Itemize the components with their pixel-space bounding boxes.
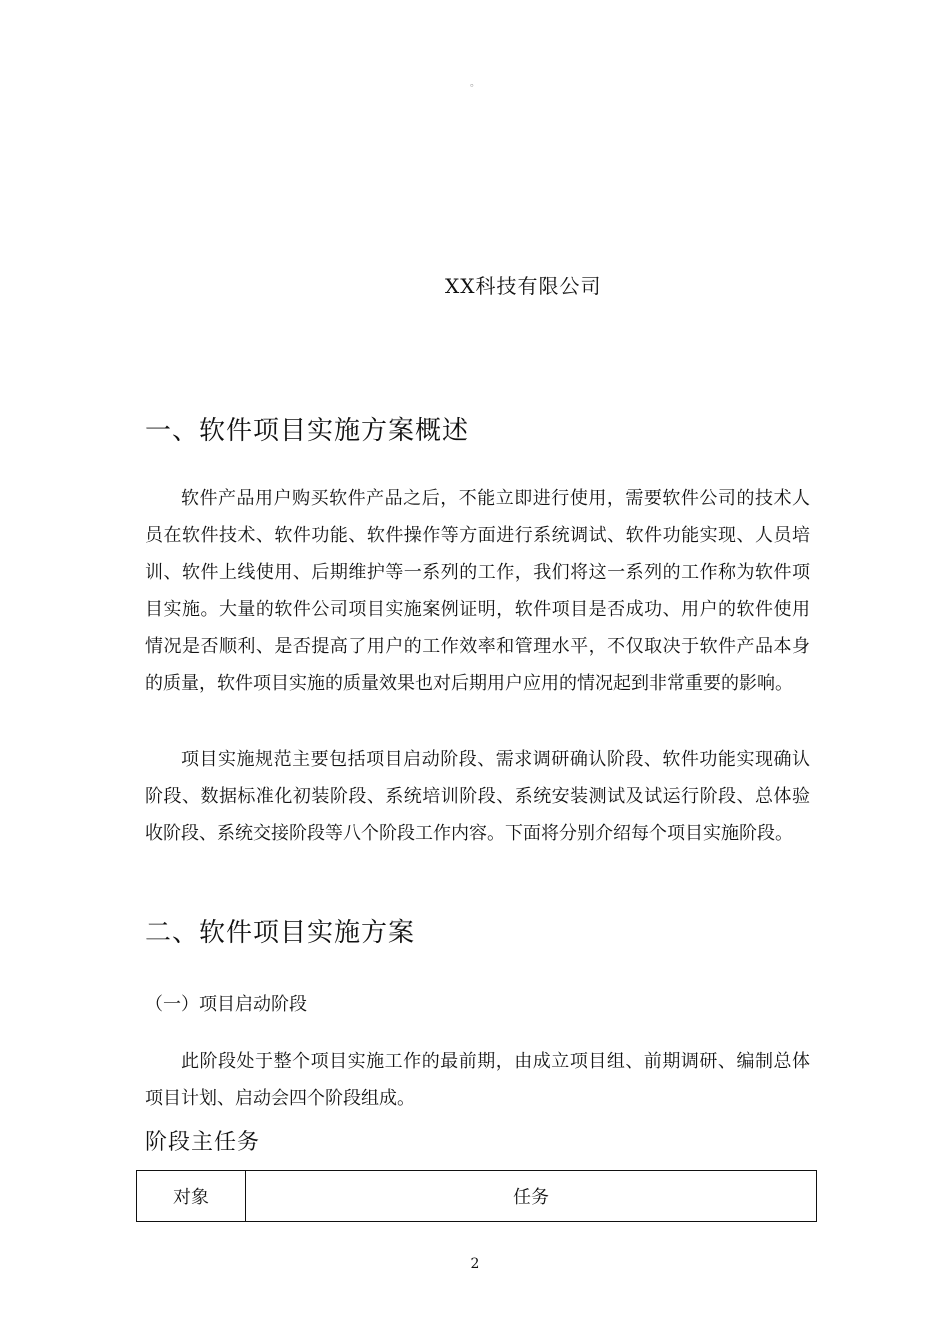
table-header-object: 对象 [137, 1171, 246, 1222]
table-title: 阶段主任务 [145, 1130, 261, 1155]
stage-task-table [136, 1170, 817, 1222]
section-1-heading: 一、软件项目实施方案概述 [145, 416, 470, 446]
section-2-heading: 二、软件项目实施方案 [145, 918, 416, 948]
page-number: 2 [470, 1256, 480, 1272]
section-2-paragraph: 此阶段处于整个项目实施工作的最前期，由成立项目组、前期调研、编制总体项目计划、启动会四个阶段组成。 [145, 1051, 810, 1109]
section-1-paragraph-2: 项目实施规范主要包括项目启动阶段、需求调研确认阶段、软件功能实现确认阶段、数据标准化初装阶段、系统培训阶段、系统安装测试及试运行阶段、总体验收阶段、系统交接阶段等八个阶段工作内容。下面将分别介绍每个项目实施阶段。 [145, 749, 810, 844]
table-header-task: 任务 [246, 1171, 817, 1222]
subsection-heading: （一）项目启动阶段 [145, 994, 307, 1015]
header-mark: 。 [470, 78, 480, 89]
section-1-paragraph-1: 软件产品用户购买软件产品之后，不能立即进行使用，需要软件公司的技术人员在软件技术、软件功能、软件操作等方面进行系统调试、软件功能实现、人员培训、软件上线使用、后期维护等一系列的工作，我们将这一系列的工作称为软件项目实施。大量的软件公司项目实施案例证明，软件项目是否成功、用户的软件使用情况是否顺利、是否提高了用户的工作效率和管理水平，不仅取决于软件产品本身的质量，软件项目实施的质量效果也对后期用户应用的情况起到非常重要的影响。 [145, 488, 810, 694]
company-name: XX科技有限公司 [445, 274, 602, 298]
table-header-row [137, 1171, 817, 1222]
